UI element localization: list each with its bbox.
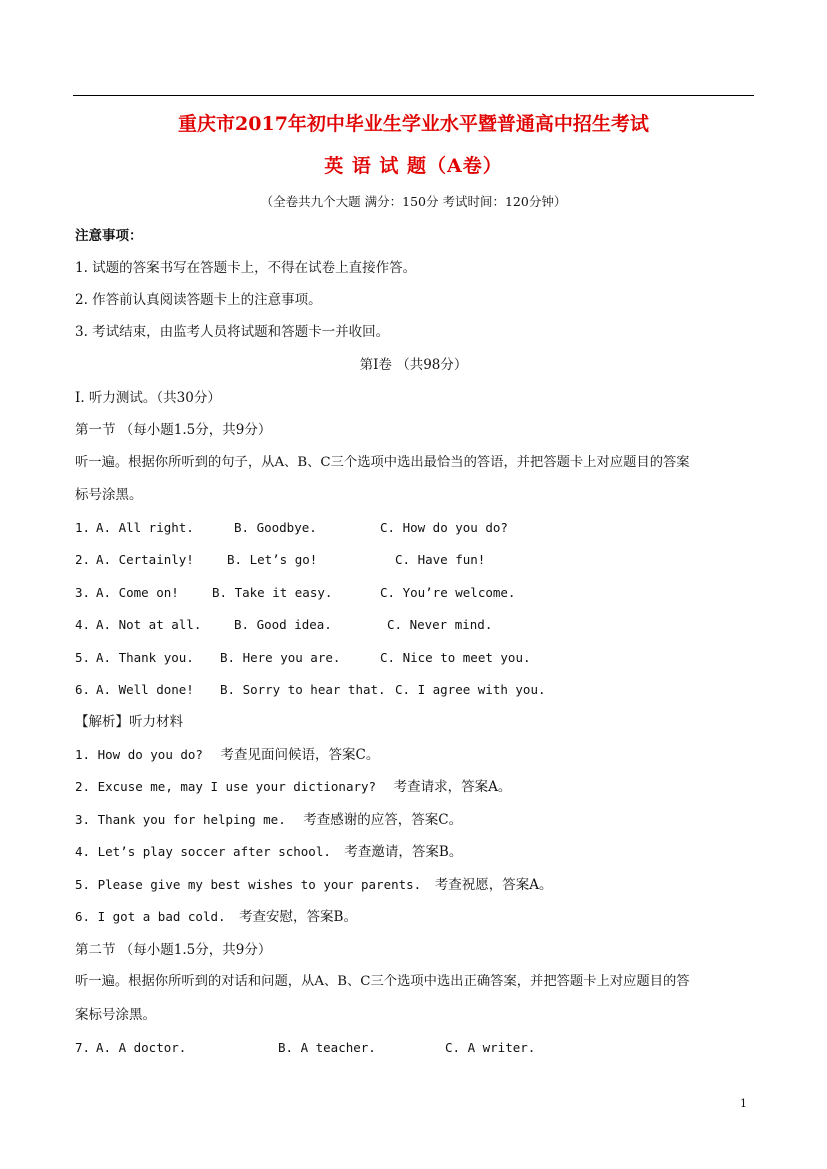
option-c: C. A writer. — [445, 1040, 536, 1055]
analysis-number: 1. — [75, 747, 91, 762]
analysis-note: 考查安慰，答案B。 — [239, 909, 357, 925]
question-row — [75, 584, 516, 602]
question-number: 2. — [75, 552, 91, 567]
question-row — [75, 551, 486, 569]
analysis-note: 考查见面问候语，答案C。 — [220, 747, 380, 763]
option-b: B. A teacher. — [278, 1040, 376, 1055]
option-a: A. Not at all. — [96, 617, 202, 632]
option-a: A. All right. — [96, 520, 194, 535]
analysis-item — [75, 876, 552, 894]
option-a: A. Certainly! — [96, 552, 194, 567]
option-c: C. Have fun! — [395, 552, 486, 567]
analysis-number: 3. — [75, 812, 91, 827]
question-number: 6. — [75, 682, 91, 697]
option-c: C. How do you do? — [380, 520, 508, 535]
option-a: A. A doctor. — [96, 1040, 187, 1055]
option-b: B. Good idea. — [234, 617, 332, 632]
question-row — [75, 519, 508, 537]
instruction-text: 听一遍。根据你所听到的对话和问题，从A、B、C三个选项中选出正确答案，并把答题卡上对应题目的答 — [75, 974, 690, 989]
analysis-english: Thank you for helping me. — [97, 812, 286, 827]
analysis-note: 考查请求，答案A。 — [393, 779, 512, 795]
page-number: 1 — [740, 1097, 747, 1110]
exam-info: （全卷共九个大题 满分：150分 考试时间：120分钟） — [260, 194, 567, 209]
option-c: C. You’re welcome. — [380, 585, 516, 600]
analysis-item — [75, 843, 462, 861]
option-a: A. Well done! — [96, 682, 194, 697]
analysis-note: 考查祝愿，答案A。 — [434, 877, 553, 893]
option-c: C. Never mind. — [387, 617, 493, 632]
notice-item: 1. 试题的答案书写在答题卡上，不得在试卷上直接作答。 — [75, 260, 417, 276]
instruction-text: 案标号涂黑。 — [75, 1007, 156, 1023]
part-heading: 第Ⅰ卷 （共98分） — [359, 357, 468, 373]
option-b: B. Take it easy. — [212, 585, 333, 600]
analysis-note: 考查邀请，答案B。 — [344, 844, 463, 860]
question-number: 3. — [75, 585, 91, 600]
section-title: Ⅰ. 听力测试。（共30分） — [75, 390, 221, 406]
option-c: C. I agree with you. — [395, 682, 546, 697]
question-row — [75, 616, 493, 634]
option-b: B. Let’s go! — [227, 552, 318, 567]
question-number: 1. — [75, 520, 91, 535]
analysis-item — [75, 746, 379, 764]
analysis-heading: 【解析】听力材料 — [75, 714, 183, 730]
analysis-english: I got a bad cold. — [97, 909, 226, 924]
exam-subtitle: 英 语 试 题（A卷） — [324, 155, 503, 177]
notice-heading: 注意事项： — [75, 228, 143, 244]
analysis-item — [75, 811, 462, 829]
analysis-english: Let’s play soccer after school. — [97, 844, 331, 859]
question-number: 4. — [75, 617, 91, 632]
option-b: B. Sorry to hear that. — [220, 682, 386, 697]
exam-title: 重庆市2017年初中毕业生学业水平暨普通高中招生考试 — [178, 113, 649, 135]
analysis-number: 6. — [75, 909, 91, 924]
analysis-number: 5. — [75, 877, 91, 892]
question-row — [75, 649, 531, 667]
analysis-english: Please give my best wishes to your parents. — [97, 877, 422, 892]
notice-item: 3. 考试结束，由监考人员将试题和答题卡一并收回。 — [75, 324, 390, 340]
subsection-title: 第二节 （每小题1.5分，共9分） — [75, 942, 272, 958]
option-a: A. Thank you. — [96, 650, 194, 665]
notice-item: 2. 作答前认真阅读答题卡上的注意事项。 — [75, 292, 322, 308]
question-row — [75, 1039, 536, 1057]
analysis-english: Excuse me, may I use your dictionary? — [97, 779, 377, 794]
question-row — [75, 681, 546, 699]
analysis-item — [75, 778, 511, 796]
instruction-text: 听一遍。根据你所听到的句子，从A、B、C三个选项中选出最恰当的答语，并把答题卡上对应题目的答案 — [75, 455, 690, 470]
analysis-english: How do you do? — [97, 747, 203, 762]
subsection-title: 第一节 （每小题1.5分，共9分） — [75, 422, 272, 438]
option-b: B. Here you are. — [220, 650, 341, 665]
option-b: B. Goodbye. — [234, 520, 317, 535]
header-rule — [73, 95, 754, 96]
analysis-number: 4. — [75, 844, 91, 859]
instruction-text: 标号涂黑。 — [75, 487, 143, 503]
analysis-note: 考查感谢的应答，答案C。 — [303, 812, 463, 828]
analysis-item — [75, 908, 357, 926]
option-a: A. Come on! — [96, 585, 179, 600]
option-c: C. Nice to meet you. — [380, 650, 531, 665]
analysis-number: 2. — [75, 779, 91, 794]
question-number: 7. — [75, 1040, 91, 1055]
question-number: 5. — [75, 650, 91, 665]
